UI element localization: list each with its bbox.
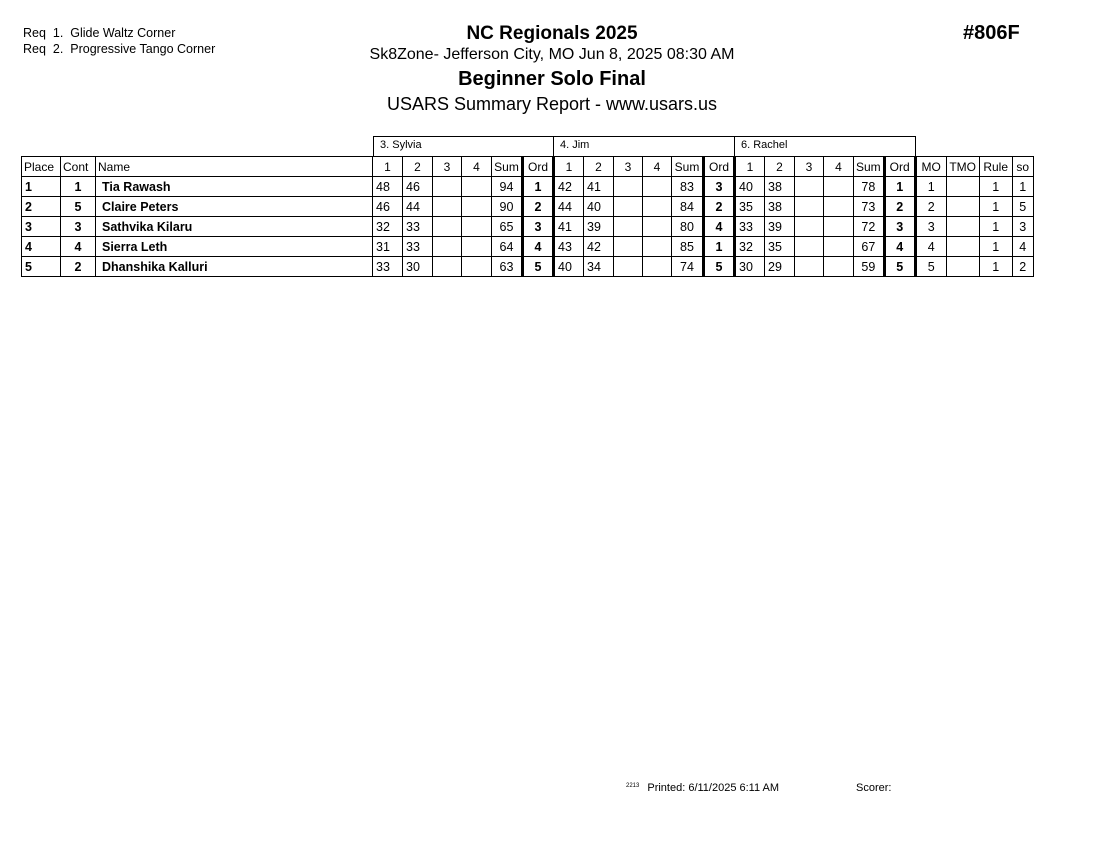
cell-mark: 48 (373, 177, 403, 197)
table-row (22, 197, 1034, 217)
cell-sum: 72 (854, 217, 885, 237)
cell-sum: 84 (672, 197, 704, 217)
cell-rule: 1 (979, 177, 1012, 197)
cell-sum: 94 (492, 177, 523, 197)
cell-cont: 1 (61, 177, 96, 197)
cell-mark: 30 (735, 257, 765, 277)
cell-mark: 39 (584, 217, 614, 237)
cell-sum: 59 (854, 257, 885, 277)
cell-mark (795, 177, 824, 197)
cell-mark (824, 197, 854, 217)
cell-mark: 32 (373, 217, 403, 237)
cell-mark: 29 (765, 257, 795, 277)
cell-place: 5 (22, 257, 61, 277)
cell-ord: 3 (704, 177, 735, 197)
venue-line: Sk8Zone- Jefferson City, MO Jun 8, 2025 08:30 AM (369, 46, 735, 63)
results-table (21, 156, 1034, 277)
event-title: Beginner Solo Final (458, 68, 646, 90)
cell-so: 1 (1012, 177, 1033, 197)
cell-mark: 44 (403, 197, 433, 217)
col-mo: MO (915, 157, 946, 177)
cell-cont: 4 (61, 237, 96, 257)
cell-so: 2 (1012, 257, 1033, 277)
cell-sum: 90 (492, 197, 523, 217)
cell-ord: 4 (704, 217, 735, 237)
cell-mark: 33 (735, 217, 765, 237)
cell-mark: 33 (403, 237, 433, 257)
col-judge-1-mark-1: 1 (373, 157, 403, 177)
cell-tmo (946, 217, 979, 237)
cell-sum: 78 (854, 177, 885, 197)
col-judge-3-ord: Ord (884, 157, 915, 177)
col-tmo: TMO (946, 157, 979, 177)
cell-ord: 1 (884, 177, 915, 197)
cell-mark (433, 257, 462, 277)
col-judge-2-ord: Ord (704, 157, 735, 177)
cell-sum: 64 (492, 237, 523, 257)
cell-mark (824, 217, 854, 237)
cell-mark (614, 237, 643, 257)
col-judge-3-mark-1: 1 (735, 157, 765, 177)
col-rule: Rule (979, 157, 1012, 177)
cell-name: Tia Rawash (96, 177, 373, 197)
cell-mark: 35 (765, 237, 795, 257)
cell-ord: 2 (704, 197, 735, 217)
cell-mark: 40 (584, 197, 614, 217)
cell-ord: 2 (523, 197, 554, 217)
cell-mark (462, 177, 492, 197)
cell-ord: 5 (704, 257, 735, 277)
cell-rule: 1 (979, 257, 1012, 277)
table-row (22, 237, 1034, 257)
cell-mark (462, 257, 492, 277)
cell-mark: 46 (403, 177, 433, 197)
col-judge-3-mark-3: 3 (795, 157, 824, 177)
table-header (22, 157, 1034, 177)
cell-mark: 31 (373, 237, 403, 257)
cell-mark (462, 197, 492, 217)
table-row (22, 177, 1034, 197)
cell-place: 2 (22, 197, 61, 217)
cell-mark: 40 (554, 257, 584, 277)
cell-mark: 38 (765, 197, 795, 217)
cell-mark: 40 (735, 177, 765, 197)
col-judge-1-mark-3: 3 (433, 157, 462, 177)
cell-sum: 74 (672, 257, 704, 277)
cell-mark: 34 (584, 257, 614, 277)
requirement-1: Req 1. Glide Waltz Corner (23, 26, 176, 40)
cell-mark: 33 (373, 257, 403, 277)
cell-mark: 43 (554, 237, 584, 257)
cell-ord: 3 (884, 217, 915, 237)
cell-mark (433, 177, 462, 197)
report-header (300, 22, 804, 116)
col-name: Name (96, 157, 373, 177)
cell-sum: 65 (492, 217, 523, 237)
cell-tmo (946, 197, 979, 217)
cell-sum: 80 (672, 217, 704, 237)
cell-tmo (946, 237, 979, 257)
cell-sum: 67 (854, 237, 885, 257)
cell-place: 4 (22, 237, 61, 257)
col-judge-2-sum: Sum (672, 157, 704, 177)
cell-mark: 30 (403, 257, 433, 277)
cell-mark (614, 177, 643, 197)
event-code: #806F (963, 22, 1020, 44)
cell-mark (795, 237, 824, 257)
header-row (22, 157, 1034, 177)
cell-mark (643, 217, 672, 237)
cell-name: Claire Peters (96, 197, 373, 217)
cell-ord: 3 (523, 217, 554, 237)
cell-name: Dhanshika Kalluri (96, 257, 373, 277)
requirement-2: Req 2. Progressive Tango Corner (23, 42, 216, 56)
col-so: so (1012, 157, 1033, 177)
col-judge-3-mark-2: 2 (765, 157, 795, 177)
cell-mark: 32 (735, 237, 765, 257)
cell-mo: 4 (915, 237, 946, 257)
printed-timestamp: Printed: 6/11/2025 6:11 AM (647, 782, 780, 794)
cell-tmo (946, 257, 979, 277)
cell-mark (824, 177, 854, 197)
col-cont: Cont (61, 157, 96, 177)
table-row (22, 257, 1034, 277)
cell-mark: 44 (554, 197, 584, 217)
report-title: USARS Summary Report - www.usars.us (386, 94, 718, 114)
cell-ord: 5 (884, 257, 915, 277)
cell-so: 3 (1012, 217, 1033, 237)
scorer-label: Scorer: (856, 782, 892, 794)
cell-name: Sathvika Kilaru (96, 217, 373, 237)
cell-rule: 1 (979, 237, 1012, 257)
cell-mark (824, 257, 854, 277)
cell-mark: 42 (554, 177, 584, 197)
cell-ord: 4 (523, 237, 554, 257)
cell-sum: 85 (672, 237, 704, 257)
col-judge-2-mark-3: 3 (614, 157, 643, 177)
col-judge-2-mark-1: 1 (554, 157, 584, 177)
col-judge-1-mark-4: 4 (462, 157, 492, 177)
judge-header-2: 4. Jim (553, 136, 735, 156)
cell-mo: 1 (915, 177, 946, 197)
cell-mark (433, 197, 462, 217)
competition-title: NC Regionals 2025 (466, 23, 638, 44)
cell-mark (795, 197, 824, 217)
col-judge-1-sum: Sum (492, 157, 523, 177)
page-code: 2213 (626, 783, 640, 789)
cell-mark (643, 197, 672, 217)
requirements (23, 25, 215, 57)
cell-mark (462, 237, 492, 257)
cell-name: Sierra Leth (96, 237, 373, 257)
col-judge-3-mark-4: 4 (824, 157, 854, 177)
cell-mark (643, 257, 672, 277)
cell-mark (614, 217, 643, 237)
col-place: Place (22, 157, 61, 177)
cell-rule: 1 (979, 197, 1012, 217)
cell-mark: 46 (373, 197, 403, 217)
table-row (22, 217, 1034, 237)
cell-mark: 38 (765, 177, 795, 197)
cell-mark: 33 (403, 217, 433, 237)
cell-mark (614, 197, 643, 217)
col-judge-2-mark-4: 4 (643, 157, 672, 177)
cell-mark (643, 237, 672, 257)
cell-rule: 1 (979, 217, 1012, 237)
cell-mark (614, 257, 643, 277)
cell-ord: 1 (704, 237, 735, 257)
judge-header-3: 6. Rachel (734, 136, 916, 156)
cell-mo: 5 (915, 257, 946, 277)
cell-mark (795, 217, 824, 237)
cell-so: 5 (1012, 197, 1033, 217)
cell-cont: 2 (61, 257, 96, 277)
col-judge-1-mark-2: 2 (403, 157, 433, 177)
cell-place: 1 (22, 177, 61, 197)
cell-mark: 41 (584, 177, 614, 197)
cell-ord: 5 (523, 257, 554, 277)
cell-mark: 41 (554, 217, 584, 237)
cell-sum: 63 (492, 257, 523, 277)
cell-mark (795, 257, 824, 277)
cell-sum: 83 (672, 177, 704, 197)
cell-mark: 42 (584, 237, 614, 257)
cell-mark (433, 217, 462, 237)
printed-footer (626, 782, 779, 794)
cell-mark (643, 177, 672, 197)
cell-mark (433, 237, 462, 257)
cell-ord: 4 (884, 237, 915, 257)
col-judge-1-ord: Ord (523, 157, 554, 177)
cell-mark: 35 (735, 197, 765, 217)
cell-mark: 39 (765, 217, 795, 237)
cell-so: 4 (1012, 237, 1033, 257)
judge-header-1: 3. Sylvia (373, 136, 554, 156)
cell-mo: 3 (915, 217, 946, 237)
col-judge-3-sum: Sum (854, 157, 885, 177)
cell-cont: 5 (61, 197, 96, 217)
table-body (22, 177, 1034, 277)
cell-ord: 2 (884, 197, 915, 217)
cell-ord: 1 (523, 177, 554, 197)
cell-mark (824, 237, 854, 257)
cell-sum: 73 (854, 197, 885, 217)
col-judge-2-mark-2: 2 (584, 157, 614, 177)
cell-cont: 3 (61, 217, 96, 237)
cell-mark (462, 217, 492, 237)
cell-mo: 2 (915, 197, 946, 217)
cell-tmo (946, 177, 979, 197)
cell-place: 3 (22, 217, 61, 237)
